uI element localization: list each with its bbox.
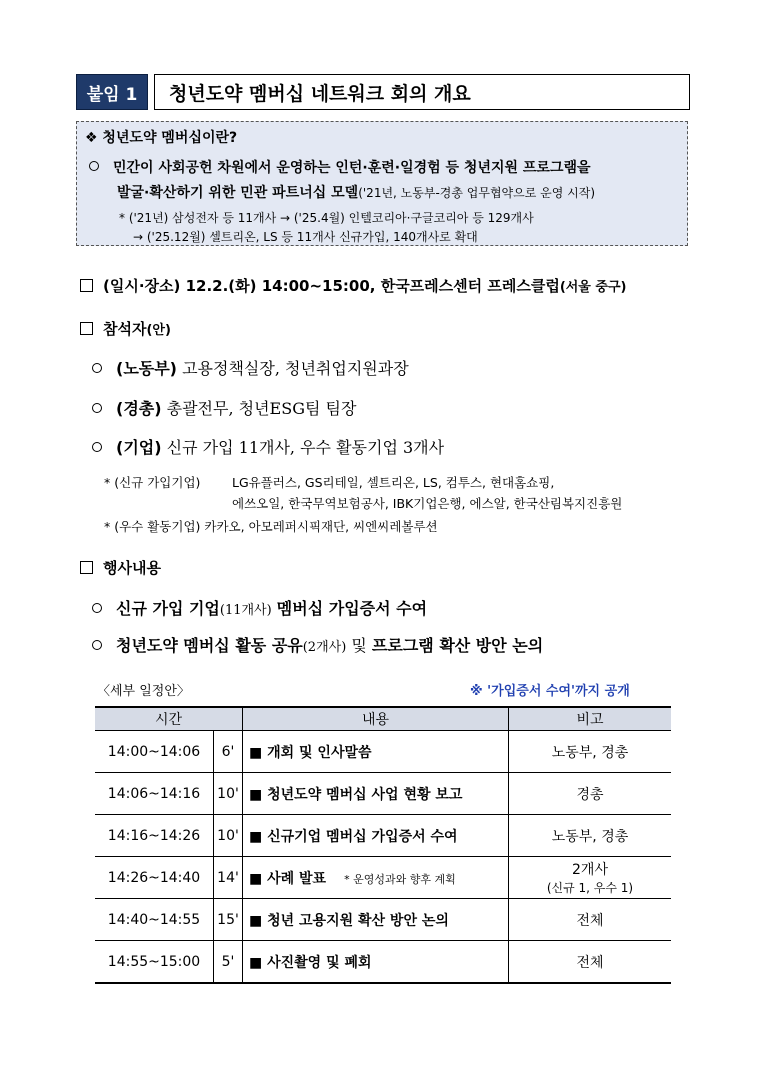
- info-box-title: ❖ 청년도약 멤버십이란?: [85, 130, 238, 146]
- event-item-1-b: (11개사): [219, 603, 272, 618]
- best-companies-note: [104, 517, 438, 535]
- checkbox-square-icon: [80, 279, 93, 292]
- circle-bullet-icon: [92, 363, 102, 373]
- event-item-1: [92, 596, 427, 619]
- header-time: 시간: [95, 707, 243, 731]
- new-companies-list-2: 에쓰오일, 한국무역보험공사, IBK기업은행, 에스알, 한국산림복지진흥원: [232, 496, 623, 511]
- event-item-2-d: 프로그램 확산 방안 논의: [371, 636, 544, 655]
- row-content-text: ■ 신규기업 멤버십 가입증서 수여: [249, 828, 458, 845]
- row-remark: 노동부, 경총: [509, 731, 672, 773]
- row-duration: 10': [214, 773, 243, 815]
- row-remark: 전체: [509, 899, 672, 941]
- event-item-2-a: 청년도약 멤버십 활동 공유: [116, 636, 303, 655]
- attendees-section-heading: [80, 318, 171, 339]
- row-remark: 노동부, 경총: [509, 815, 672, 857]
- row-time: 14:06~14:16: [95, 773, 214, 815]
- best-companies-list: 카카오, 아모레퍼시픽재단, 씨엔씨레볼루션: [204, 519, 438, 534]
- info-box-note-2: → ('25.12월) 셀트리온, LS 등 11개사 신규가입, 140개사로 확대: [133, 230, 478, 244]
- attendee-item: [92, 396, 356, 419]
- best-companies-label: * (우수 활동기업): [104, 519, 201, 534]
- circle-bullet-icon: [92, 442, 102, 452]
- checkbox-square-icon: [80, 322, 93, 335]
- row-content-text: ■ 청년 고용지원 확산 방안 논의: [249, 912, 449, 929]
- row-content-text: ■ 개회 및 인사말씀: [249, 744, 372, 761]
- page-header: [76, 74, 690, 110]
- checkbox-square-icon: [80, 561, 93, 574]
- public-note: ※ '가입증서 수여'까지 공개: [470, 684, 630, 699]
- row-duration: 6': [214, 731, 243, 773]
- attendee-item: [92, 356, 409, 379]
- row-content: [243, 941, 509, 984]
- info-line-2-note: ('21년, 노동부-경총 업무협약으로 운영 시작): [358, 186, 596, 200]
- row-duration: 10': [214, 815, 243, 857]
- row-remark: [509, 857, 672, 899]
- event-item-1-c: 멤버십 가입증서 수여: [276, 599, 428, 618]
- table-row: [95, 773, 671, 815]
- new-companies-list-1: LG유플러스, GS리테일, 셀트리온, LS, 컴투스, 현대홈쇼핑,: [232, 475, 555, 490]
- row-time: 14:55~15:00: [95, 941, 214, 984]
- attendees-heading: 참석자: [103, 320, 147, 338]
- page-title: 청년도약 멤버십 네트워크 회의 개요: [154, 74, 690, 110]
- attendee-text: 총괄전무, 청년ESG팀 팀장: [166, 399, 357, 418]
- info-box-line-2: [117, 182, 595, 202]
- row-remark: 전체: [509, 941, 672, 984]
- attachment-badge: 붙임 1: [76, 74, 148, 110]
- attendee-text: 신규 가입 11개사, 우수 활동기업 3개사: [166, 438, 445, 457]
- info-box-note-1: * ('21년) 삼성전자 등 11개사 → ('25.4월) 인텔코리아·구글코리아 등 129개사: [119, 211, 534, 225]
- event-item-2-b: (2개사): [302, 640, 347, 655]
- info-box-line-1: [89, 157, 591, 177]
- attendee-text: 고용정책실장, 청년취업지원과장: [182, 359, 409, 378]
- header-content: 내용: [243, 707, 509, 731]
- header-remark: 비고: [509, 707, 672, 731]
- event-heading: 행사내용: [103, 559, 161, 577]
- attendee-item: [92, 435, 444, 458]
- table-row: [95, 941, 671, 984]
- row-duration: 14': [214, 857, 243, 899]
- event-item-1-a: 신규 가입 기업: [116, 599, 220, 618]
- attendee-label: (경총): [116, 399, 162, 418]
- row-remark: 경총: [509, 773, 672, 815]
- table-row: [95, 857, 671, 899]
- table-row: [95, 731, 671, 773]
- circle-bullet-icon: [89, 161, 99, 171]
- circle-bullet-icon: [92, 403, 102, 413]
- attendee-label: (기업): [116, 438, 162, 457]
- schedule-table: [95, 706, 671, 984]
- table-row: [95, 815, 671, 857]
- membership-info-box: [76, 121, 688, 246]
- table-row: [95, 899, 671, 941]
- row-content-text: ■ 청년도약 멤버십 사업 현황 보고: [249, 786, 463, 803]
- row-content: [243, 815, 509, 857]
- new-companies-note: [104, 473, 554, 491]
- event-section-heading: [80, 557, 161, 578]
- row-remark-sub: (신규 1, 우수 1): [546, 881, 634, 895]
- row-duration: 15': [214, 899, 243, 941]
- row-content-text: ■ 사례 발표: [249, 870, 327, 887]
- schedule-main: (일시·장소) 12.2.(화) 14:00~15:00, 한국프레스센터 프레스클럽: [103, 277, 560, 295]
- attendee-label: (노동부): [116, 359, 177, 378]
- row-time: 14:16~14:26: [95, 815, 214, 857]
- schedule-tail: (서울 중구): [559, 280, 627, 295]
- table-caption: 〈세부 일정안〉: [97, 684, 190, 699]
- row-content: [243, 899, 509, 941]
- row-content-extra: * 운영성과와 향후 계획: [344, 872, 456, 886]
- row-content: [243, 857, 509, 899]
- info-line-1-text: 민간이 사회공헌 차원에서 운영하는 인턴·훈련·일경험 등 청년지원 프로그램을: [113, 160, 591, 176]
- attendees-heading-suffix: (안): [146, 323, 171, 338]
- event-item-2: [92, 633, 543, 656]
- circle-bullet-icon: [92, 603, 102, 613]
- row-content: [243, 731, 509, 773]
- new-companies-label: * (신규 가입기업): [104, 475, 201, 490]
- row-remark-main: 2개사: [572, 862, 608, 878]
- row-content-text: ■ 사진촬영 및 폐회: [249, 954, 372, 971]
- row-time: 14:40~14:55: [95, 899, 214, 941]
- row-time: 14:26~14:40: [95, 857, 214, 899]
- info-line-2-text: 발굴·확산하기 위한 민관 파트너십 모델: [117, 185, 359, 201]
- row-time: 14:00~14:06: [95, 731, 214, 773]
- row-content: [243, 773, 509, 815]
- table-header-row: [95, 707, 671, 731]
- schedule-section: [80, 275, 626, 296]
- circle-bullet-icon: [92, 640, 102, 650]
- row-duration: 5': [214, 941, 243, 984]
- event-item-2-c: 및: [351, 636, 367, 655]
